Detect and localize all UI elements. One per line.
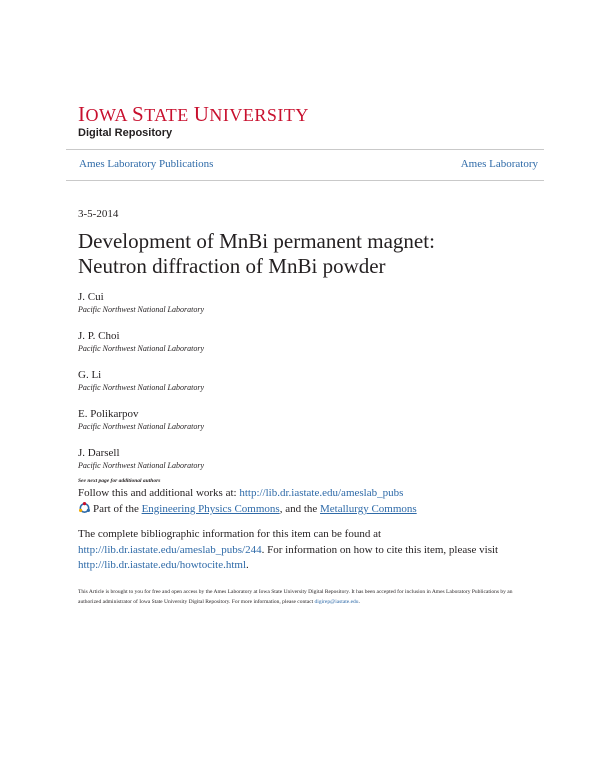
- university-logo: [78, 102, 309, 140]
- bib-text-3: .: [246, 559, 249, 571]
- access-notice-text: This Article is brought to you for free and open access by the Ames Laboratory at Iowa State University Digital Repository. It has been accepted for inclusion in Ames Laboratory Publications by an authorized administrator of Iowa State University Digital Repository. For more information, please contact: [78, 589, 513, 605]
- author-name: J. P. Choi: [78, 330, 120, 342]
- navigation-bar: [66, 149, 544, 181]
- author-entry: [78, 447, 204, 471]
- paper-title: Development of MnBi permanent magnet: Neutron diffraction of MnBi powder: [78, 229, 435, 278]
- author-name: E. Polikarpov: [78, 408, 139, 420]
- engineering-physics-commons-link[interactable]: Engineering Physics Commons: [141, 503, 280, 515]
- repository-name: Digital Repository: [78, 127, 173, 139]
- contact-email-link[interactable]: digirep@iastate.edu: [314, 599, 359, 605]
- author-affiliation: Pacific Northwest National Laboratory: [78, 422, 205, 431]
- author-name: J. Cui: [78, 291, 104, 303]
- author-name: G. Li: [78, 369, 102, 381]
- follow-line: [78, 486, 403, 500]
- author-affiliation: Pacific Northwest National Laboratory: [78, 383, 205, 392]
- bib-text-2: . For information on how to cite this item, please visit: [261, 543, 499, 556]
- how-to-cite-link[interactable]: http://lib.dr.iastate.edu/howtocite.html: [78, 559, 247, 571]
- part-of-middle: , and the: [279, 503, 321, 515]
- access-notice-end: .: [358, 599, 360, 605]
- ames-lab-publications-link[interactable]: Ames Laboratory Publications: [79, 158, 214, 170]
- bibliographic-info: [78, 527, 518, 574]
- author-entry: [78, 330, 204, 354]
- author-affiliation: Pacific Northwest National Laboratory: [78, 344, 205, 353]
- author-entry: [78, 408, 204, 432]
- ameslab-pubs-link[interactable]: http://lib.dr.iastate.edu/ameslab_pubs: [239, 487, 404, 499]
- author-affiliation: Pacific Northwest National Laboratory: [78, 305, 205, 314]
- author-name: J. Darsell: [78, 447, 120, 459]
- ames-laboratory-link[interactable]: Ames Laboratory: [460, 158, 538, 170]
- item-record-link[interactable]: http://lib.dr.iastate.edu/ameslab_pubs/244: [78, 543, 262, 556]
- metallurgy-commons-link[interactable]: Metallurgy Commons: [320, 503, 417, 515]
- part-of-line: [78, 502, 417, 518]
- commons-network-icon: [78, 502, 91, 518]
- part-of-prefix: Part of the: [93, 503, 142, 515]
- follow-text: Follow this and additional works at:: [78, 487, 240, 499]
- access-notice: [78, 587, 518, 607]
- author-list: [78, 291, 204, 486]
- university-name: IOWA STATE UNIVERSITY: [78, 102, 309, 126]
- author-entry: [78, 369, 204, 393]
- author-entry: [78, 291, 204, 315]
- author-affiliation: Pacific Northwest National Laboratory: [78, 461, 205, 470]
- see-next-page-note: See next page for additional authors: [78, 478, 161, 484]
- publication-date: 3-5-2014: [78, 208, 119, 220]
- bib-text-1: The complete bibliographic information for this item can be found at: [78, 528, 382, 540]
